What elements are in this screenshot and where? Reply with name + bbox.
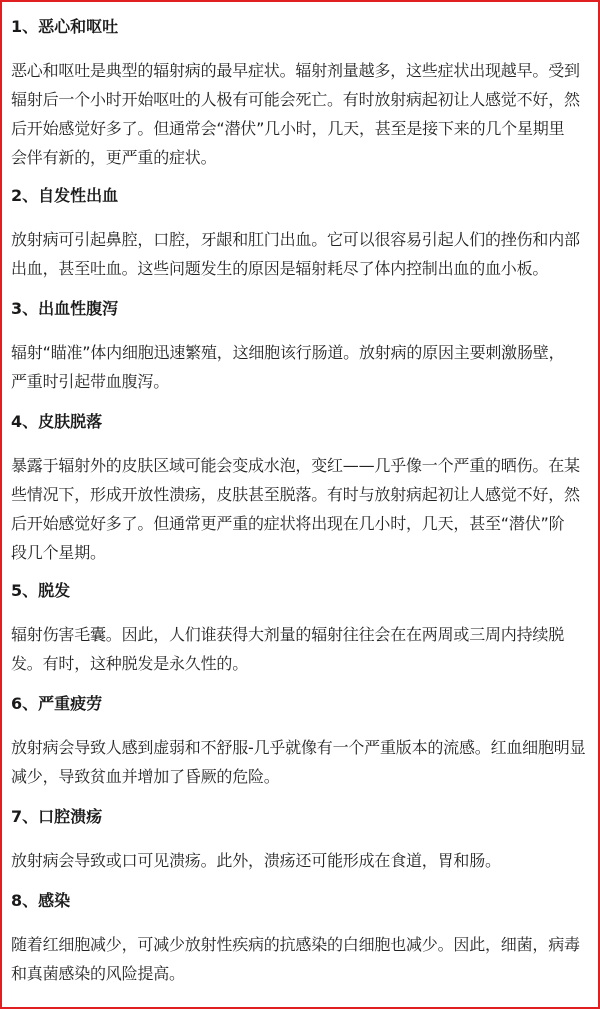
body-line: 恶心和呕吐是典型的辐射病的最早症状。辐射剂量越多，这些症状出现越早。受到: [11, 61, 580, 80]
body-line: 出血，甚至吐血。这些问题发生的原因是辐射耗尽了体内控制出血的血小板。: [11, 259, 549, 278]
body-line: 发。有时，这种脱发是永久性的。: [11, 654, 249, 673]
section-heading-hair-loss: 5、脱发: [11, 581, 71, 600]
section-body-fatigue: [11, 733, 586, 791]
section-heading-skin: 4、皮肤脱落: [11, 412, 103, 431]
body-line: 段几个星期。: [11, 543, 106, 562]
section-heading-bleeding: 2、自发性出血: [11, 186, 119, 205]
section-body-bleeding: [11, 225, 586, 283]
body-line: 后开始感觉好多了。但通常会“潜伏”几小时，几天，甚至是接下来的几个星期里: [11, 119, 565, 138]
body-line: 后开始感觉好多了。但通常更严重的症状将出现在几小时，几天，甚至“潜伏”阶: [11, 514, 565, 533]
body-line: 会伴有新的，更严重的症状。: [11, 148, 217, 167]
section-body-nausea: [11, 56, 586, 172]
body-line: 辐射“瞄准”体内细胞迅速繁殖，这细胞该行肠道。放射病的原因主要刺激肠壁，: [11, 343, 565, 362]
section-body-infection: [11, 930, 586, 988]
section-body-hair-loss: [11, 620, 586, 678]
body-line: 些情况下，形成开放性溃疡，皮肤甚至脱落。有时与放射病起初让人感觉不好，然: [11, 485, 580, 504]
body-line: 放射病可引起鼻腔，口腔，牙龈和肛门出血。它可以很容易引起人们的挫伤和内部: [11, 230, 580, 249]
section-body-ulcers: [11, 846, 586, 875]
section-heading-nausea: 1、恶心和呕吐: [11, 17, 119, 36]
section-body-skin: [11, 451, 586, 567]
section-heading-infection: 8、感染: [11, 891, 71, 910]
body-line: 辐射伤害毛囊。因此，人们谁获得大剂量的辐射往往会在在两周或三周内持续脱: [11, 625, 565, 644]
body-line: 和真菌感染的风险提高。: [11, 964, 185, 983]
body-line: 严重时引起带血腹泻。: [11, 372, 170, 391]
section-body-diarrhea: [11, 338, 586, 396]
body-line: 随着红细胞减少，可减少放射性疾病的抗感染的白细胞也减少。因此，细菌，病毒: [11, 935, 580, 954]
section-heading-fatigue: 6、严重疲劳: [11, 694, 103, 713]
body-line: 放射病会导致或口可见溃疡。此外，溃疡还可能形成在食道，胃和肠。: [11, 851, 501, 870]
body-line: 暴露于辐射外的皮肤区域可能会变成水泡，变红——几乎像一个严重的晒伤。在某: [11, 456, 580, 475]
body-line: 辐射后一个小时开始呕吐的人极有可能会死亡。有时放射病起初让人感觉不好，然: [11, 90, 580, 109]
section-heading-ulcers: 7、口腔溃疡: [11, 807, 103, 826]
body-line: 减少，导致贫血并增加了昏厥的危险。: [11, 767, 280, 786]
section-heading-diarrhea: 3、出血性腹泻: [11, 299, 119, 318]
body-line: 放射病会导致人感到虚弱和不舒服-几乎就像有一个严重版本的流感。红血细胞明显: [11, 738, 586, 757]
